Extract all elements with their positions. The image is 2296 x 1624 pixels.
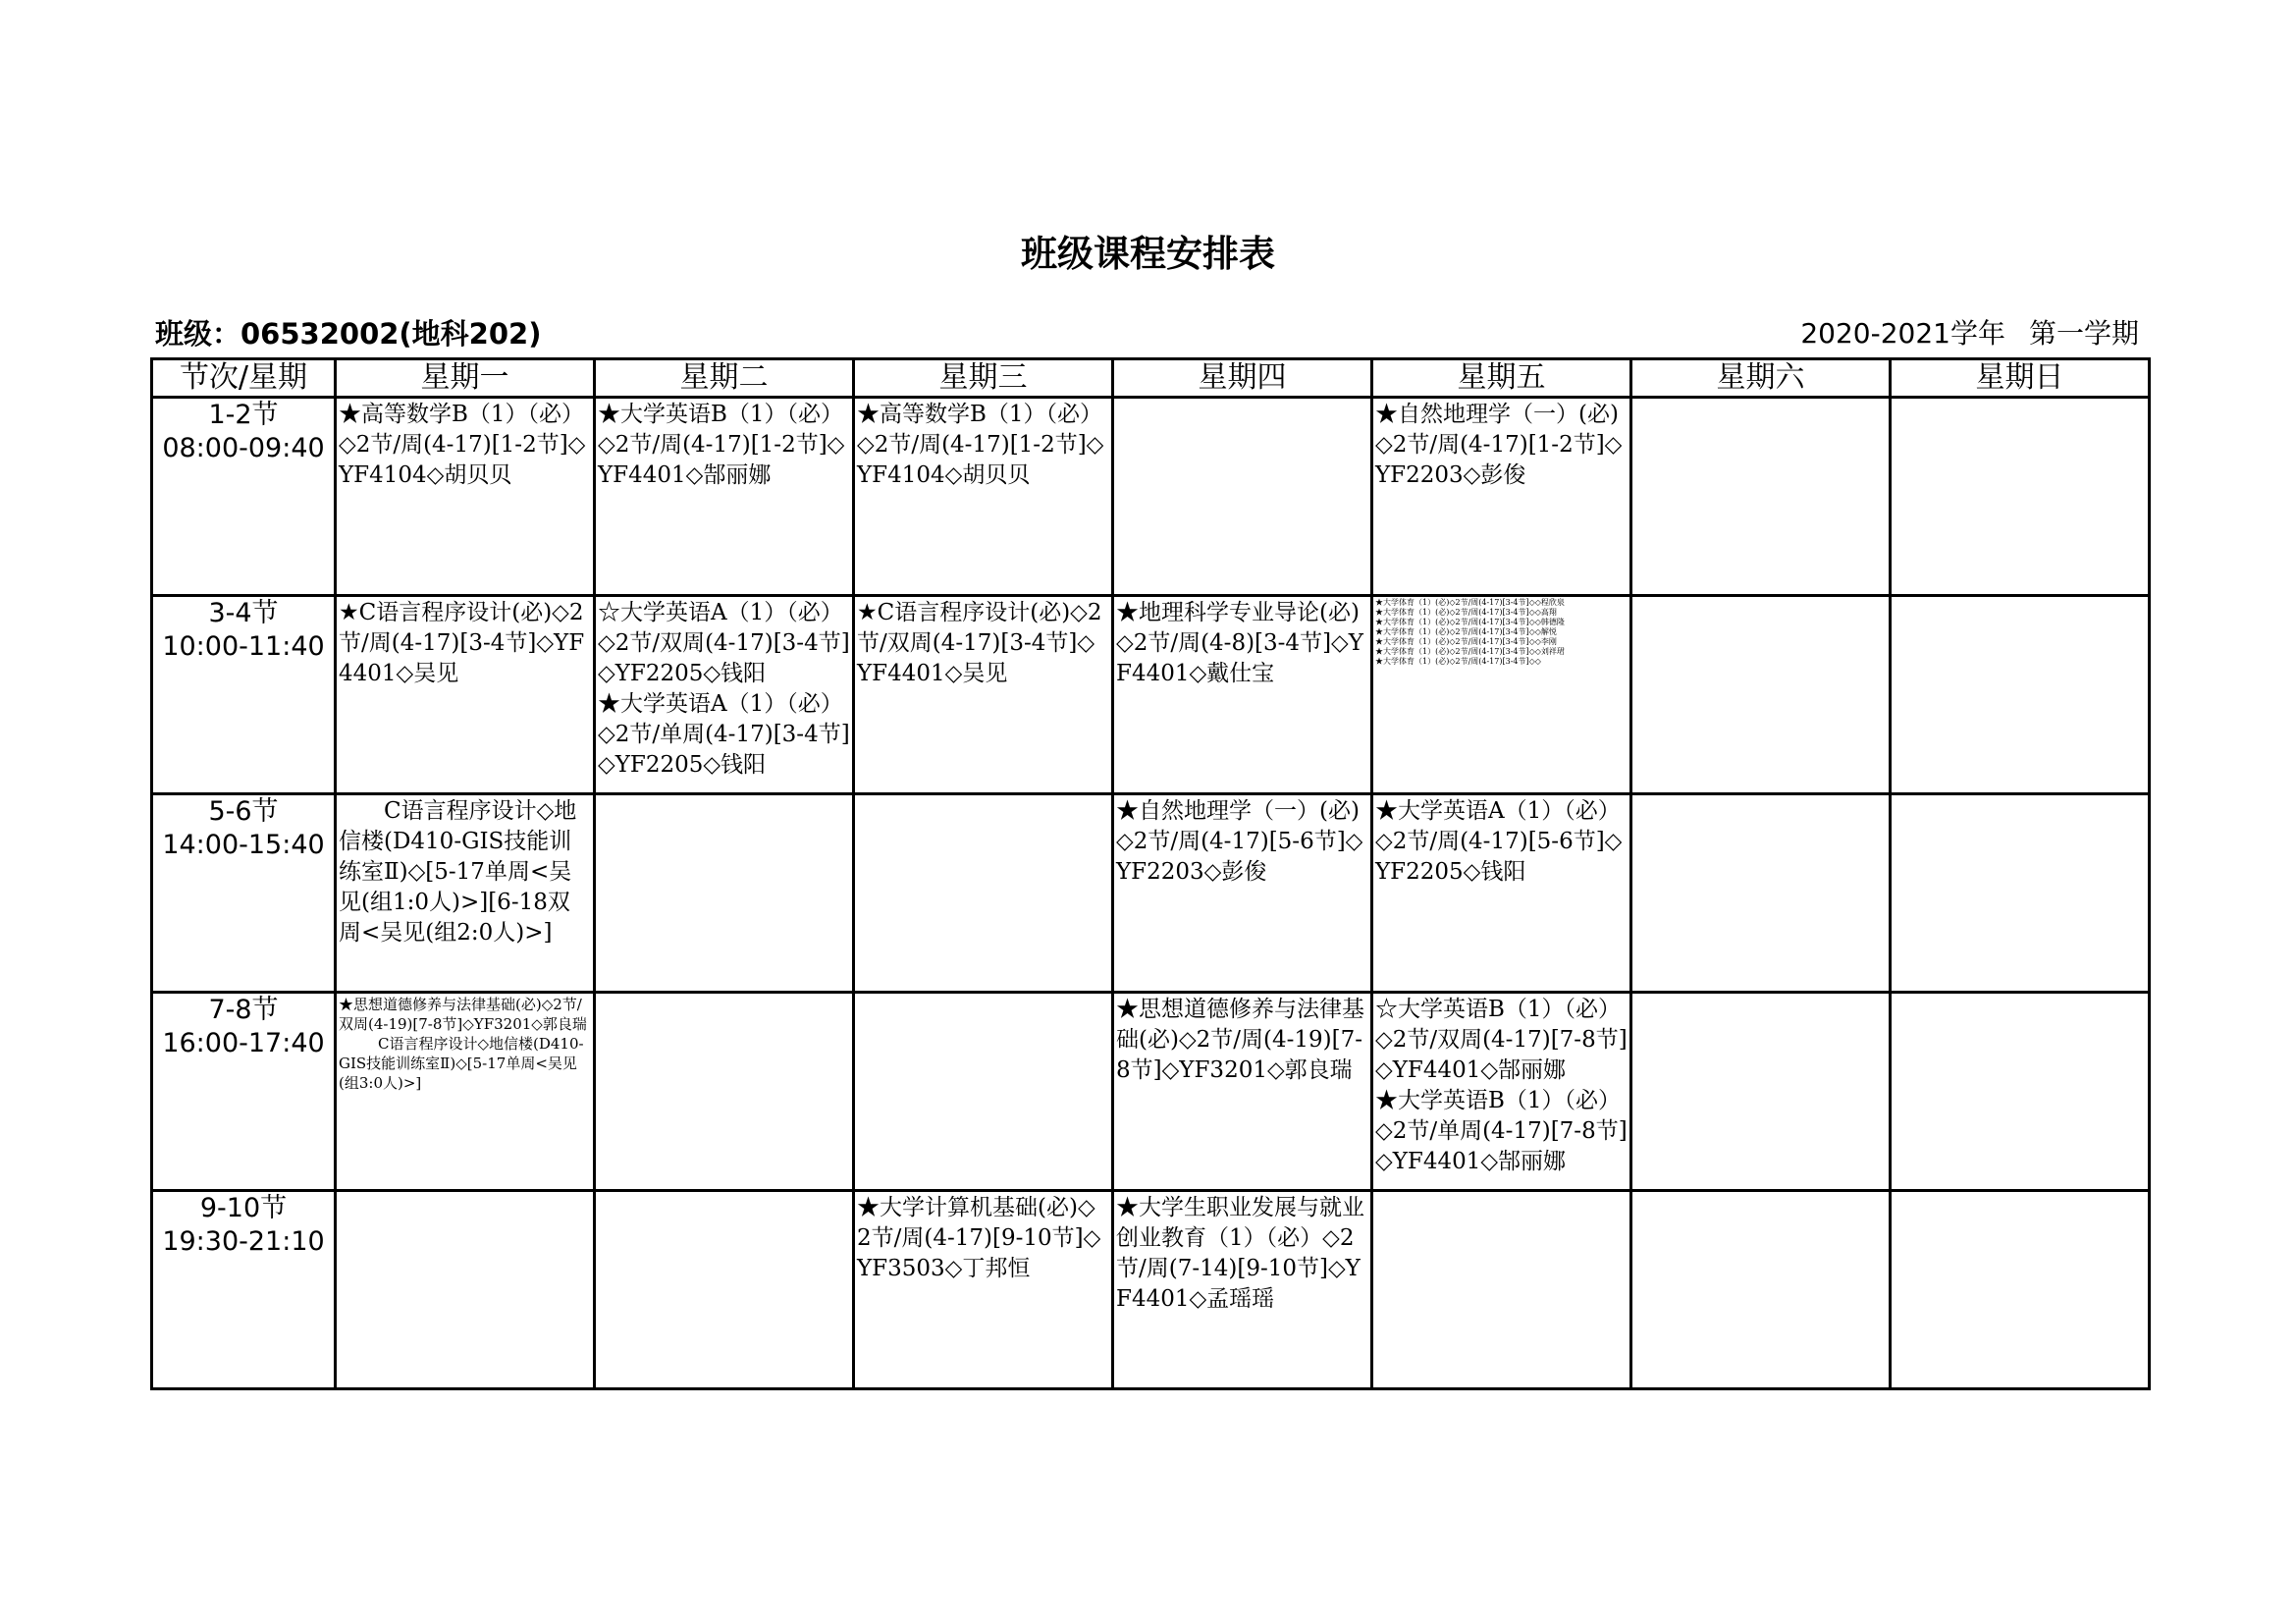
course-text: ★思想道德修养与法律基础(必)◇2节/周(4-19)[7-8节]◇YF3201◇郭良瑞 — [1116, 997, 1364, 1083]
course-text — [855, 994, 1111, 995]
course-text: ★大学计算机基础(必)◇2节/周(4-17)[9-10节]◇YF3503◇丁邦恒 — [857, 1195, 1101, 1281]
course-cell-sun — [1891, 596, 2150, 794]
course-text: ★自然地理学（一）(必)◇2节/周(4-17)[5-6节]◇YF2203◇彭俊 — [1116, 798, 1363, 885]
course-cell-tue — [595, 1191, 854, 1389]
period-cell — [152, 993, 336, 1191]
course-cell-tue — [595, 398, 854, 596]
period-cell — [152, 1191, 336, 1389]
period-time: 10:00-11:40 — [162, 631, 325, 662]
period-row-5-6 — [152, 794, 2150, 993]
course-entry: ☆大学英语A（1）（必）◇2节/双周(4-17)[3-4节]◇YF2205◇钱阳 — [598, 600, 850, 686]
course-cell-fri — [1372, 1191, 1631, 1389]
course-cell-fri — [1372, 993, 1631, 1191]
class-label: 班级：06532002(地科202) — [155, 317, 542, 351]
course-entry: ★大学体育（1）(必)◇2节/周(4-17)[3-4节]◇◇ — [1375, 657, 1541, 666]
header-wednesday: 星期三 — [854, 359, 1113, 398]
lab-session-text: C语言程序设计◇地信楼(D410-GIS技能训练室Ⅱ)◇[5-17单周<吴见(组1:0人)>][6-18双周<吴见(组2:0人)>] — [339, 798, 577, 946]
header-friday: 星期五 — [1372, 359, 1631, 398]
period-time: 16:00-17:40 — [162, 1028, 325, 1058]
header-tuesday: 星期二 — [595, 359, 854, 398]
period-row-1-2 — [152, 398, 2150, 596]
semester: 第一学期 — [2028, 317, 2139, 350]
course-cell-mon — [336, 993, 595, 1191]
header-row — [152, 359, 2150, 398]
course-cell-fri — [1372, 398, 1631, 596]
course-cell-wed — [854, 398, 1113, 596]
course-text — [1632, 1192, 1889, 1193]
course-cell-tue — [595, 596, 854, 794]
course-text — [596, 597, 852, 781]
course-entry: ★大学体育（1）(必)◇2节/周(4-17)[3-4节]◇◇高翔 — [1375, 608, 1557, 617]
course-entry: ★大学体育（1）(必)◇2节/周(4-17)[3-4节]◇◇解悦 — [1375, 627, 1557, 636]
period-cell — [152, 398, 336, 596]
course-cell-sun — [1891, 398, 2150, 596]
course-entry: ★大学英语B（1）（必）◇2节/单周(4-17)[7-8节]◇YF4401◇郜丽娜 — [1375, 1088, 1628, 1174]
course-entry: ☆大学英语B（1）（必）◇2节/双周(4-17)[7-8节]◇YF4401◇郜丽娜 — [1375, 997, 1628, 1083]
course-cell-wed — [854, 596, 1113, 794]
schedule-table — [150, 357, 2151, 1390]
course-text — [1632, 795, 1889, 796]
course-text — [1892, 1192, 2148, 1193]
header-sunday: 星期日 — [1891, 359, 2150, 398]
course-cell-mon — [336, 1191, 595, 1389]
period-cell — [152, 596, 336, 794]
period-time: 08:00-09:40 — [162, 433, 325, 463]
course-text: ★自然地理学（一）(必)◇2节/周(4-17)[1-2节]◇YF2203◇彭俊 — [1375, 402, 1623, 488]
course-cell-sat — [1631, 596, 1891, 794]
course-text — [1373, 994, 1629, 1177]
course-text: ★地理科学专业导论(必)◇2节/周(4-8)[3-4节]◇YF4401◇戴仕宝 — [1116, 600, 1363, 686]
term-info — [1777, 312, 2139, 352]
course-cell-wed — [854, 1191, 1113, 1389]
header-thursday: 星期四 — [1113, 359, 1372, 398]
period-time: 19:30-21:10 — [162, 1226, 325, 1257]
course-text — [596, 795, 852, 796]
course-entry: C语言程序设计◇地信楼(D410-GIS技能训练室Ⅱ)◇[5-17单周<吴见(组3:0人)>] — [339, 1035, 584, 1092]
period-cell — [152, 794, 336, 993]
course-entry: ★大学体育（1）(必)◇2节/周(4-17)[3-4节]◇◇程欣泉 — [1375, 598, 1565, 607]
period-row-3-4 — [152, 596, 2150, 794]
period-label: 3-4节 — [208, 598, 279, 628]
course-text: ★大学英语A（1）（必）◇2节/周(4-17)[5-6节]◇YF2205◇钱阳 — [1375, 798, 1623, 885]
period-label: 7-8节 — [208, 995, 279, 1025]
course-cell-mon — [336, 398, 595, 596]
course-text — [1373, 597, 1629, 667]
course-text — [1892, 399, 2148, 400]
course-cell-sat — [1631, 398, 1891, 596]
course-text — [1892, 994, 2148, 995]
course-cell-mon — [336, 596, 595, 794]
course-text — [1114, 399, 1370, 400]
course-cell-thu — [1113, 596, 1372, 794]
course-text — [337, 994, 593, 1093]
course-cell-sat — [1631, 794, 1891, 993]
period-row-7-8 — [152, 993, 2150, 1191]
course-text: ★大学英语B（1）（必）◇2节/周(4-17)[1-2节]◇YF4401◇郜丽娜 — [598, 402, 845, 488]
period-time: 14:00-15:40 — [162, 830, 325, 860]
header-monday: 星期一 — [336, 359, 595, 398]
course-text — [1373, 1192, 1629, 1193]
course-text: ★C语言程序设计(必)◇2节/周(4-17)[3-4节]◇YF4401◇吴见 — [339, 600, 585, 686]
period-label: 1-2节 — [208, 400, 279, 430]
period-label: 5-6节 — [208, 796, 279, 827]
course-text — [1632, 994, 1889, 995]
course-cell-wed — [854, 993, 1113, 1191]
page-title: 班级课程安排表 — [1021, 233, 1275, 275]
course-cell-sun — [1891, 1191, 2150, 1389]
course-cell-sat — [1631, 993, 1891, 1191]
course-cell-fri — [1372, 794, 1631, 993]
course-text — [1632, 399, 1889, 400]
academic-year: 2020-2021学年 — [1800, 317, 2005, 350]
course-text: ★高等数学B（1）（必）◇2节/周(4-17)[1-2节]◇YF4104◇胡贝贝 — [339, 402, 586, 488]
course-cell-sat — [1631, 1191, 1891, 1389]
course-cell-thu — [1113, 993, 1372, 1191]
course-cell-thu — [1113, 1191, 1372, 1389]
course-cell-tue — [595, 993, 854, 1191]
course-cell-thu — [1113, 794, 1372, 993]
course-entry: ★大学体育（1）(必)◇2节/周(4-17)[3-4节]◇◇刘祥珺 — [1375, 647, 1565, 656]
period-label: 9-10节 — [199, 1193, 288, 1223]
course-text — [337, 795, 593, 948]
course-cell-sun — [1891, 993, 2150, 1191]
course-text — [596, 994, 852, 995]
course-text: ★高等数学B（1）（必）◇2节/周(4-17)[1-2节]◇YF4104◇胡贝贝 — [857, 402, 1104, 488]
period-row-9-10 — [152, 1191, 2150, 1389]
course-entry: ★大学体育（1）(必)◇2节/周(4-17)[3-4节]◇◇韩德隆 — [1375, 618, 1565, 626]
course-entry: ★大学体育（1）(必)◇2节/周(4-17)[3-4节]◇◇李刚 — [1375, 637, 1557, 646]
course-entry: ★大学英语A（1）（必）◇2节/单周(4-17)[3-4节]◇YF2205◇钱阳 — [598, 691, 850, 778]
course-text: ★C语言程序设计(必)◇2节/双周(4-17)[3-4节]◇YF4401◇吴见 — [857, 600, 1102, 686]
course-text — [1892, 795, 2148, 796]
course-text — [1632, 597, 1889, 598]
course-cell-wed — [854, 794, 1113, 993]
course-entry: ★思想道德修养与法律基础(必)◇2节/双周(4-19)[7-8节]◇YF3201◇郭良瑞 — [339, 996, 587, 1033]
course-cell-sun — [1891, 794, 2150, 993]
header-period: 节次/星期 — [152, 359, 336, 398]
course-text — [596, 1192, 852, 1193]
course-cell-fri — [1372, 596, 1631, 794]
course-cell-mon — [336, 794, 595, 993]
course-cell-thu — [1113, 398, 1372, 596]
course-text: ★大学生职业发展与就业创业教育（1）（必）◇2节/周(7-14)[9-10节]◇YF4401◇孟瑶瑶 — [1116, 1195, 1364, 1312]
course-text — [337, 1192, 593, 1193]
header-saturday: 星期六 — [1631, 359, 1891, 398]
course-text — [855, 795, 1111, 796]
course-text — [1892, 597, 2148, 598]
course-cell-tue — [595, 794, 854, 993]
